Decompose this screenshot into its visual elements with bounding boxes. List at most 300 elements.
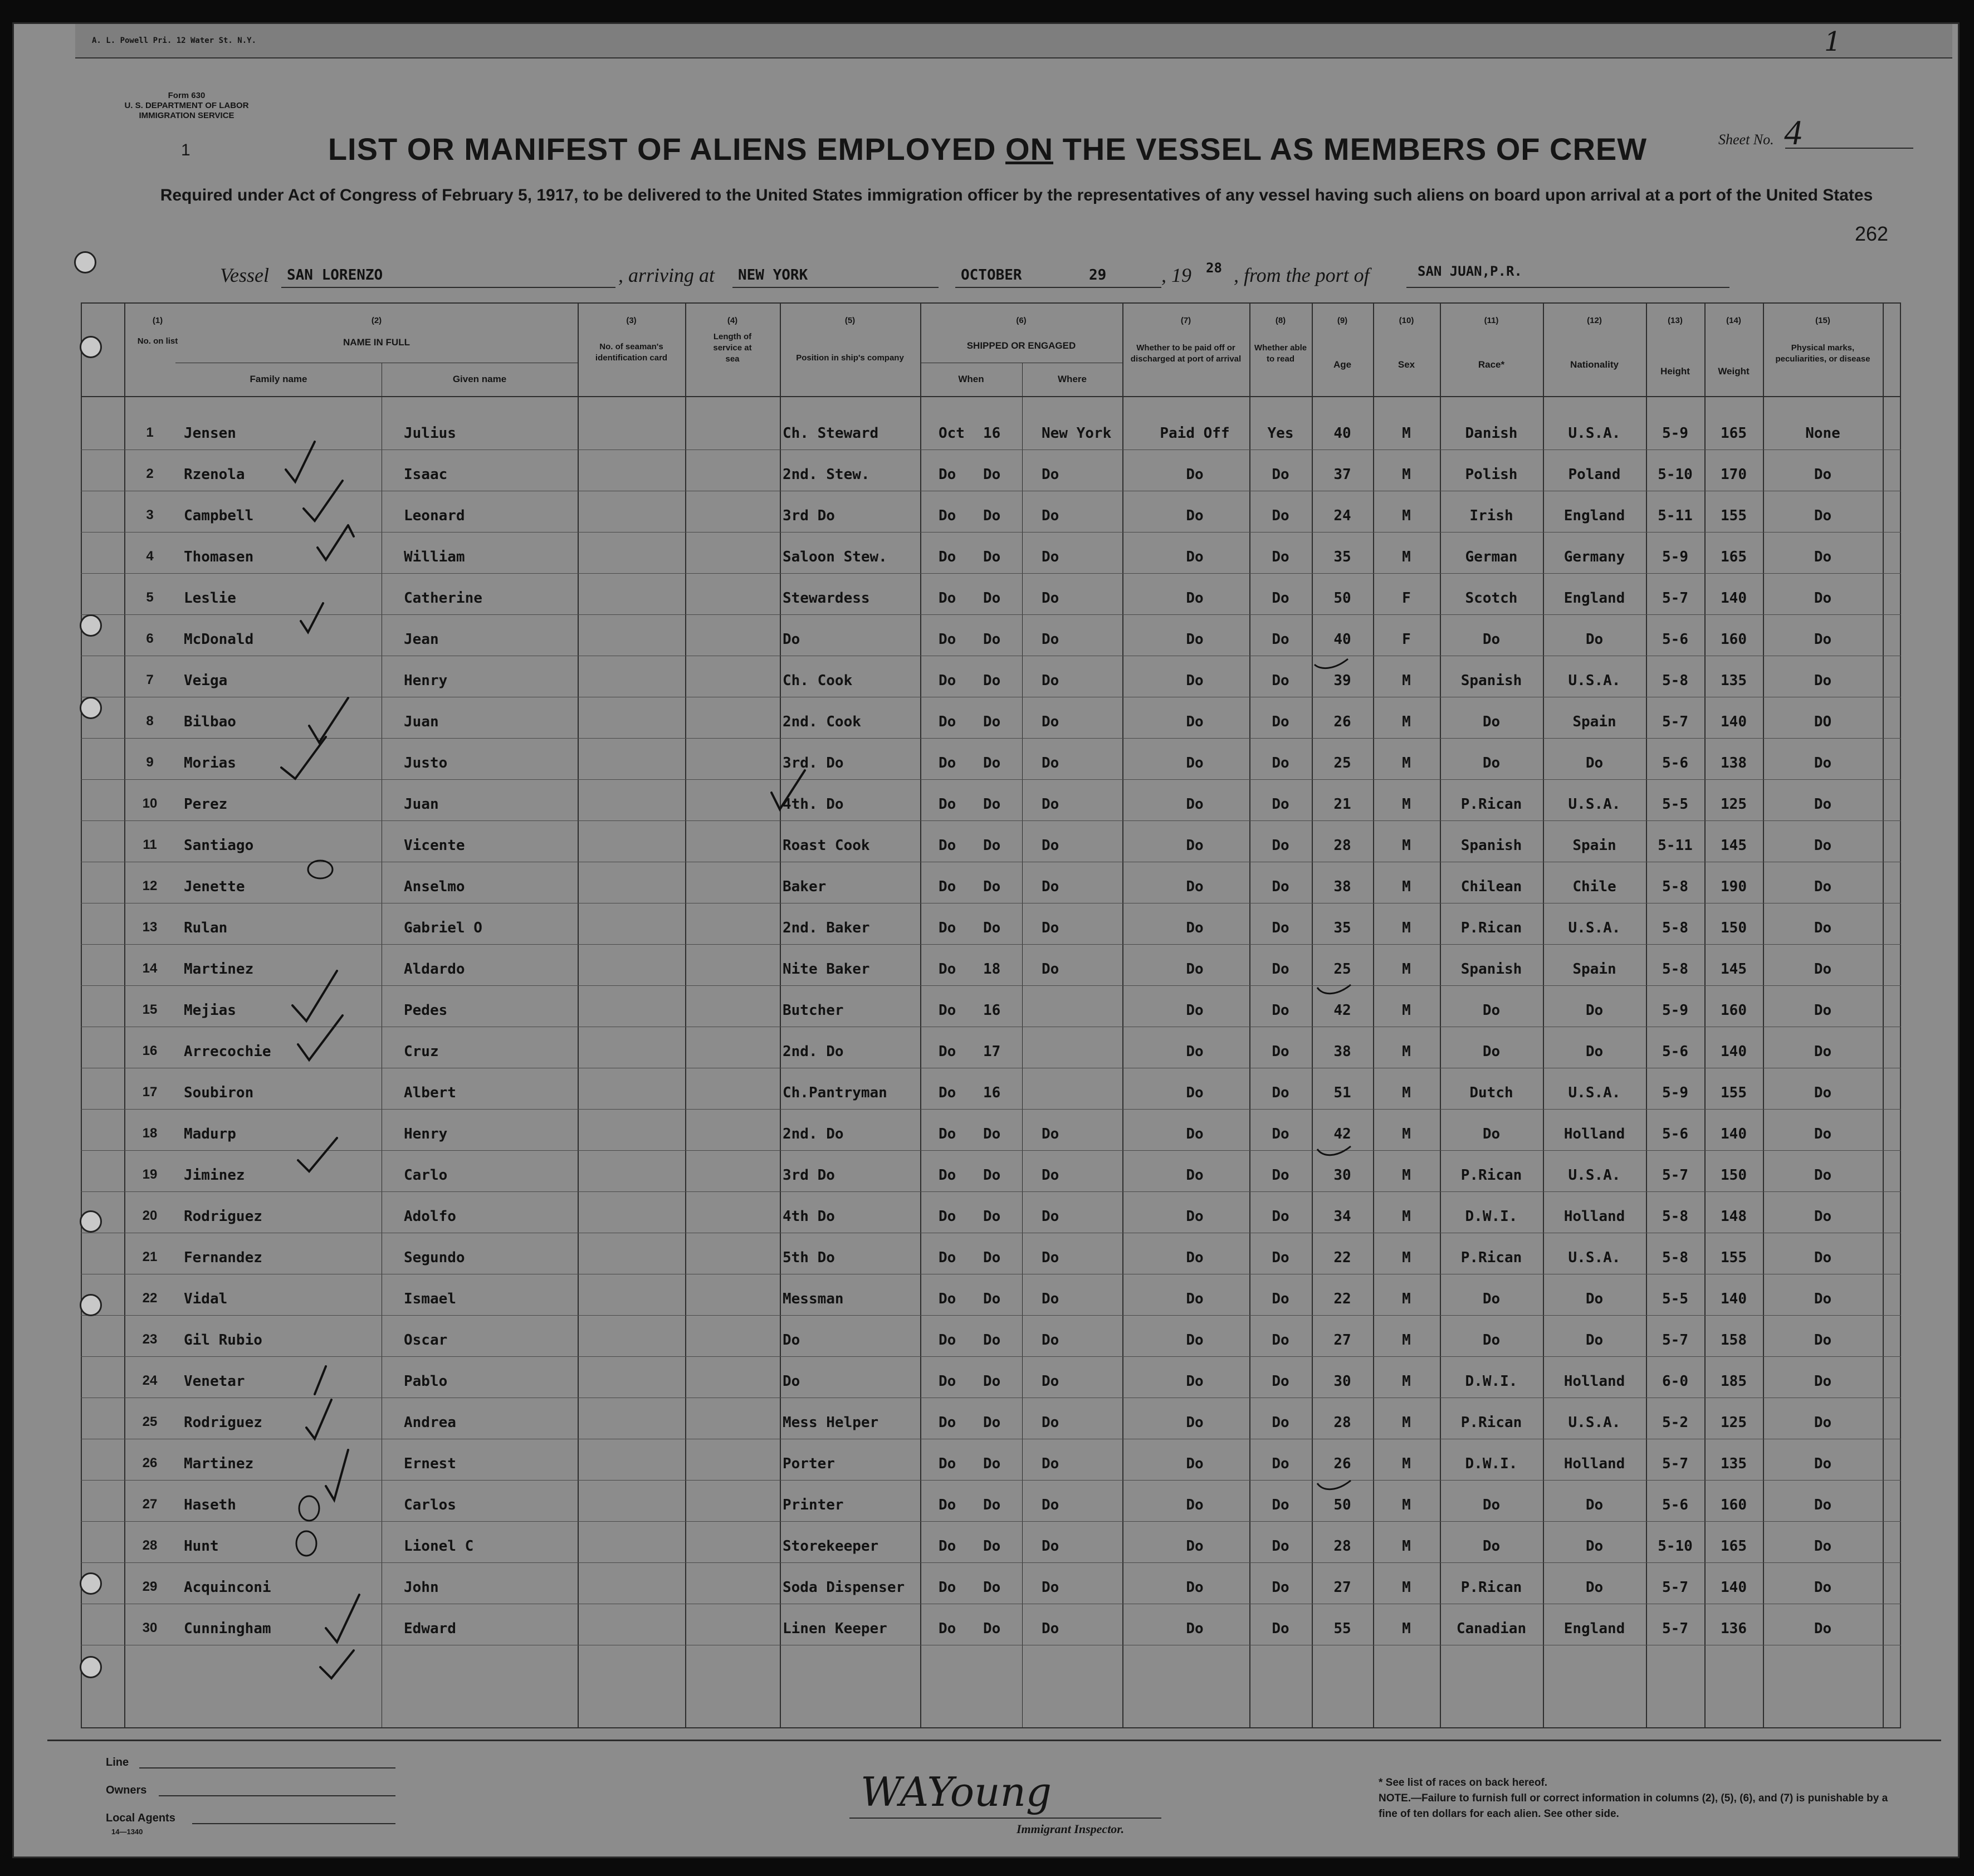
able-to-read: Do [1272,590,1289,607]
physical-marks: Do [1814,1455,1832,1472]
shipped-where: Do [1042,878,1059,895]
age-tick [1315,659,1348,668]
position: 2nd. Baker [783,920,870,936]
able-to-read: Do [1272,920,1289,936]
height: 5-5 [1662,796,1688,813]
physical-marks: Do [1814,507,1832,524]
sheet-number: 4 [1784,113,1802,152]
weight: 138 [1721,755,1747,771]
check-mark [326,1450,348,1500]
shipped-when: Do [939,1208,956,1225]
arrival-port: NEW YORK [738,267,808,284]
age: 50 [1333,1497,1351,1513]
arrival-year: 28 [1206,260,1222,276]
shipped-where: Do [1042,1126,1059,1142]
paid-off-status: Do [1186,1373,1204,1390]
position: Storekeeper [783,1538,879,1555]
shipped-when: Do [939,755,956,771]
nationality: U.S.A. [1568,1249,1621,1266]
shipped-where: Do [1042,1291,1059,1307]
service-name: IMMIGRATION SERVICE [139,111,234,120]
shipped-when-day: Do [983,714,1001,730]
height: 5-10 [1658,466,1693,483]
age: 35 [1333,549,1351,565]
shipped-when-day: Do [983,466,1001,483]
position: 2nd. Cook [783,714,861,730]
sex: M [1402,1538,1411,1555]
race: D.W.I. [1465,1208,1518,1225]
age: 40 [1333,425,1351,442]
able-to-read: Do [1272,672,1289,689]
position: 2nd. Do [783,1043,844,1060]
height: 5-9 [1662,1002,1688,1019]
paid-off-status: Do [1186,878,1204,895]
sex: M [1402,755,1411,771]
age: 38 [1333,1043,1351,1060]
family-name: Arrecochie [184,1043,271,1060]
printer-imprint: A. L. Powell Pri. 12 Water St. N.Y. [92,36,257,45]
weight: 150 [1721,920,1747,936]
col10-number: (10) [1399,316,1414,325]
shipped-when-day: Do [983,1126,1001,1142]
age: 37 [1333,466,1351,483]
paid-off-status: Do [1186,549,1204,565]
sex: M [1402,425,1411,442]
given-name-header: Given name [452,374,507,384]
height: 5-8 [1662,920,1688,936]
sex: M [1402,1497,1411,1513]
row-number: 13 [142,920,158,935]
race-note: * See list of races on back hereof. [1379,1777,1548,1789]
able-to-read: Do [1272,1126,1289,1142]
family-name: Haseth [184,1497,236,1513]
weight: 160 [1721,1002,1747,1019]
shipped-where: Do [1042,1167,1059,1184]
sex: M [1402,672,1411,689]
sex: M [1402,1126,1411,1142]
position: Mess Helper [783,1414,879,1431]
sex: M [1402,837,1411,854]
inspector-signature: WAYoung [861,1768,1052,1815]
able-to-read: Do [1272,837,1289,854]
family-name: Acquinconi [184,1579,271,1596]
nationality: U.S.A. [1568,796,1621,813]
given-name: Jean [404,631,439,648]
physical-marks: Do [1814,1620,1832,1637]
weight: 145 [1721,961,1747,978]
family-name: Fernandez [184,1249,262,1266]
handwritten-check-marks [14,24,1960,1858]
page-subtitle: Required under Act of Congress of February 5, 1917, to be delivered to the United States immigration officer by the representatives of any vessel having such aliens on board upon arrival at a port of the United States [160,186,1873,204]
able-to-read: Do [1272,1620,1289,1637]
row-number: 1 [146,425,154,440]
age: 22 [1333,1291,1351,1307]
row-number: 4 [146,549,154,564]
row-number: 16 [142,1043,158,1058]
shipped-when: Do [939,1002,956,1019]
height: 5-7 [1662,590,1688,607]
row-number: 9 [146,755,154,770]
position: 3rd. Do [783,755,844,771]
weight: 135 [1721,672,1747,689]
given-name: Julius [404,425,456,442]
given-name: Carlo [404,1167,448,1184]
row-number: 5 [146,590,154,605]
physical-marks: Do [1814,1167,1832,1184]
physical-marks: Do [1814,878,1832,895]
height: 5-8 [1662,878,1688,895]
able-to-read: Do [1272,755,1289,771]
weight: 136 [1721,1620,1747,1637]
physical-marks: Do [1814,1043,1832,1060]
physical-marks: Do [1814,1332,1832,1349]
given-name: Cruz [404,1043,439,1060]
row-number: 20 [142,1208,158,1223]
age: 24 [1333,507,1351,524]
col1-number: (1) [152,316,163,325]
sex: M [1402,1332,1411,1349]
family-name: Bilbao [184,714,236,730]
weight: 165 [1721,1538,1747,1555]
shipped-when: Do [939,1249,956,1266]
weight: 160 [1721,1497,1747,1513]
paid-off-status: Do [1186,1208,1204,1225]
sheet-label: Sheet No. [1718,131,1774,148]
shipped-where: Do [1042,1620,1059,1637]
age: 22 [1333,1249,1351,1266]
position: Messman [783,1291,844,1307]
race: Do [1482,1126,1501,1142]
family-name: Cunningham [184,1620,271,1637]
position: Soda Dispenser [783,1579,905,1596]
col11-header: Race* [1478,359,1505,370]
physical-marks: Do [1814,1291,1832,1307]
shipped-where: Do [1042,631,1059,648]
col7-number: (7) [1180,316,1191,325]
departure-port: SAN JUAN,P.R. [1418,263,1522,279]
weight: 148 [1721,1208,1747,1225]
col6-number: (6) [1016,316,1027,325]
age-tick [1317,985,1351,994]
col4-header: Length of service at sea [713,332,752,364]
row-number: 18 [142,1126,158,1141]
weight: 185 [1721,1373,1747,1390]
able-to-read: Do [1272,796,1289,813]
age: 51 [1333,1084,1351,1101]
nationality: Holland [1563,1208,1625,1225]
check-mark [306,1400,331,1439]
height: 5-9 [1662,425,1688,442]
physical-marks: Do [1814,1249,1832,1266]
row-number: 27 [142,1497,158,1512]
nationality: Holland [1563,1373,1625,1390]
physical-marks: Do [1814,1126,1832,1142]
check-mark [292,971,337,1021]
able-to-read: Do [1272,714,1289,730]
position: Do [783,1332,800,1349]
physical-marks: Do [1814,1538,1832,1555]
col12-header: Nationality [1570,359,1619,370]
age: 34 [1333,1208,1351,1225]
race: Do [1482,1332,1501,1349]
shipped-when: Do [939,714,956,730]
given-name: Aldardo [404,961,465,978]
col13-number: (13) [1668,316,1683,325]
nationality: Do [1585,755,1604,771]
nationality: Holland [1563,1126,1625,1142]
shipped-where: Do [1042,1414,1059,1431]
sex: M [1402,796,1411,813]
page-mark: 1 [1824,26,1841,57]
check-mark [320,1650,354,1678]
title-part-1: LIST OR MANIFEST OF ALIENS EMPLOYED [328,131,1006,167]
footer-rule [47,1740,1941,1741]
nationality: Chile [1572,878,1616,895]
shipped-when-day: 16 [983,425,1001,442]
sex: M [1402,1043,1411,1060]
able-to-read: Do [1272,1208,1289,1225]
paid-off-status: Do [1186,466,1204,483]
weight: 140 [1721,1126,1747,1142]
shipped-when-day: Do [983,1620,1001,1637]
height: 5-9 [1662,549,1688,565]
physical-marks: Do [1814,1208,1832,1225]
vessel-label: Vessel [220,264,269,286]
family-name: Jenette [184,878,245,895]
family-name: Venetar [184,1373,245,1390]
shipped-when-day: Do [983,549,1001,565]
shipped-where: Do [1042,755,1059,771]
given-name: Vicente [404,837,465,854]
col15-number: (15) [1815,316,1830,325]
nationality: Spain [1572,837,1616,854]
position: Printer [783,1497,844,1513]
family-name: Gil Rubio [184,1332,262,1349]
agents-code: 14—1340 [111,1828,143,1836]
given-name: Adolfo [404,1208,456,1225]
check-mark [301,603,323,632]
note-label: NOTE. [1379,1792,1411,1804]
shipped-where: Do [1042,1497,1059,1513]
height: 5-6 [1662,631,1688,648]
col8-number: (8) [1275,316,1286,325]
signature-underline [849,1818,1161,1819]
row-number: 26 [142,1455,158,1470]
paid-off-status: Do [1186,796,1204,813]
paid-off-status: Do [1186,1579,1204,1596]
able-to-read: Do [1272,961,1289,978]
given-name: Oscar [404,1332,448,1349]
family-name: Rodriguez [184,1414,262,1431]
given-name: John [404,1579,439,1596]
physical-marks: Do [1814,1414,1832,1431]
family-name-header: Family name [250,374,307,384]
race: D.W.I. [1465,1373,1518,1390]
race: Chilean [1460,878,1522,895]
shipped-where: Do [1042,672,1059,689]
position: Butcher [783,1002,844,1019]
height: 5-8 [1662,1249,1688,1266]
able-to-read: Do [1272,878,1289,895]
col1-header: No. on list [137,336,178,346]
shipped-when: Do [939,1332,956,1349]
col2-header: NAME IN FULL [343,337,410,348]
nationality: Do [1585,631,1604,648]
height: 5-11 [1658,507,1693,524]
nationality: England [1563,507,1625,524]
able-to-read: Do [1272,631,1289,648]
paid-off-status: Do [1186,837,1204,854]
nationality: Holland [1563,1455,1625,1472]
title-part-2: THE VESSEL AS MEMBERS OF CREW [1053,131,1648,167]
age: 39 [1333,672,1351,689]
paid-off-status: Do [1186,1414,1204,1431]
position: Ch. Steward [783,425,879,442]
shipped-when-day: Do [983,1414,1001,1431]
paid-off-status: Do [1186,1002,1204,1019]
shipped-where: Do [1042,1579,1059,1596]
physical-marks: Do [1814,549,1832,565]
able-to-read: Do [1272,1332,1289,1349]
circle-mark [308,861,333,878]
shipped-when-day: Do [983,1373,1001,1390]
given-name: Isaac [404,466,448,483]
sex: M [1402,961,1411,978]
age: 30 [1333,1167,1351,1184]
penalty-note [1379,1791,1902,1822]
shipped-when: Do [939,590,956,607]
family-name: Thomasen [184,549,254,565]
position: 4th. Do [783,796,844,813]
row-number: 28 [142,1538,158,1553]
weight: 155 [1721,1084,1747,1101]
col5-header: Position in ship's company [796,353,904,363]
position: 3rd Do [783,507,835,524]
paid-off-status: Do [1186,714,1204,730]
paid-off-status: Do [1186,1620,1204,1637]
weight: 165 [1721,549,1747,565]
row-number: 3 [146,507,154,522]
height: 5-7 [1662,1455,1688,1472]
height: 5-2 [1662,1414,1688,1431]
nationality: Do [1585,1043,1604,1060]
given-name: Gabriel O [404,920,482,936]
col9-header: Age [1333,359,1352,370]
shipped-where: New York [1042,425,1112,442]
family-name: Rodriguez [184,1208,262,1225]
line-underline [139,1767,395,1768]
nationality: England [1563,590,1625,607]
weight: 125 [1721,796,1747,813]
shipped-when: Do [939,1538,956,1555]
physical-marks: Do [1814,1002,1832,1019]
able-to-read: Do [1272,1249,1289,1266]
check-mark [304,481,343,521]
age: 21 [1333,796,1351,813]
family-name: Veiga [184,672,228,689]
age: 25 [1333,961,1351,978]
col14-header: Weight [1718,366,1750,377]
family-name: Jiminez [184,1167,245,1184]
row-number: 22 [142,1291,158,1306]
physical-marks: Do [1814,466,1832,483]
row-number: 29 [142,1579,158,1594]
sex: M [1402,1373,1411,1390]
shipped-when-day: Do [983,631,1001,648]
family-name: Rzenola [184,466,245,483]
shipped-where: Do [1042,961,1059,978]
shipped-where: Do [1042,1208,1059,1225]
able-to-read: Do [1272,1373,1289,1390]
height: 5-9 [1662,1084,1688,1101]
check-mark [309,698,348,742]
family-name: Perez [184,796,228,813]
shipped-where: Do [1042,920,1059,936]
binder-hole [80,336,102,358]
race: Do [1482,755,1501,771]
paid-off-status: Do [1186,1249,1204,1266]
race: P.Rican [1460,796,1522,813]
given-name: Segundo [404,1249,465,1266]
given-name: Henry [404,672,448,689]
race: Danish [1465,425,1518,442]
race: Polish [1465,466,1518,483]
race: Dutch [1469,1084,1513,1101]
owners-underline [159,1795,395,1796]
col8-header: Whether able to read [1254,343,1307,364]
paid-off-status: Do [1186,1497,1204,1513]
weight: 190 [1721,878,1747,895]
shipped-where: Do [1042,1373,1059,1390]
shipped-where: Do [1042,466,1059,483]
binder-hole [80,697,102,719]
nationality: U.S.A. [1568,672,1621,689]
sex: F [1402,590,1411,607]
family-name: Jensen [184,425,236,442]
shipped-where: Do [1042,1455,1059,1472]
race: Do [1482,1291,1501,1307]
arrival-month: OCTOBER [961,267,1022,284]
nationality: Do [1585,1579,1604,1596]
race: D.W.I. [1465,1455,1518,1472]
row-number: 8 [146,714,154,729]
shipped-when: Do [939,1167,956,1184]
position: Linen Keeper [783,1620,887,1637]
able-to-read: Do [1272,1043,1289,1060]
race: Do [1482,1497,1501,1513]
row-number: 14 [142,961,158,976]
check-mark [298,1138,337,1171]
stamped-number: 262 [1855,222,1889,245]
shipped-when: Do [939,1373,956,1390]
department-name: U. S. DEPARTMENT OF LABOR [124,101,249,110]
race: P.Rican [1460,1579,1522,1596]
shipped-when-day: Do [983,1249,1001,1266]
paid-off-status: Do [1186,1455,1204,1472]
sex: M [1402,549,1411,565]
paid-off-status: Paid Off [1160,425,1230,442]
race: Spanish [1460,961,1522,978]
race: Do [1482,714,1501,730]
binder-hole [74,251,96,273]
position: 2nd. Do [783,1126,844,1142]
given-name: Pedes [404,1002,448,1019]
nationality: Do [1585,1497,1604,1513]
nationality: Do [1585,1332,1604,1349]
shipped-when: Do [939,549,956,565]
shipped-when: Do [939,631,956,648]
position: Stewardess [783,590,870,607]
